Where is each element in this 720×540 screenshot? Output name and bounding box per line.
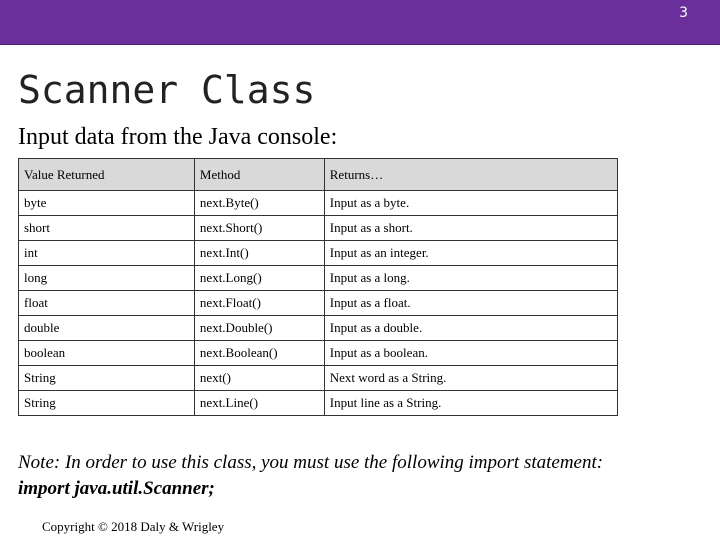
table-header-row	[19, 159, 618, 191]
import-note	[18, 450, 603, 502]
header-bar	[0, 0, 720, 45]
cell-returns: Input as a float.	[324, 291, 617, 316]
cell-returns: Next word as a String.	[324, 366, 617, 391]
cell-method: next.Double()	[194, 316, 324, 341]
cell-returns: Input as a double.	[324, 316, 617, 341]
cell-value-returned: short	[19, 216, 195, 241]
cell-method: next.Float()	[194, 291, 324, 316]
cell-returns: Input as an integer.	[324, 241, 617, 266]
cell-method: next.Long()	[194, 266, 324, 291]
scanner-methods-table	[18, 158, 618, 416]
header-method: Method	[194, 159, 324, 191]
table-row	[19, 191, 618, 216]
cell-value-returned: String	[19, 391, 195, 416]
import-statement: import java.util.Scanner;	[18, 478, 215, 499]
header-returns: Returns…	[324, 159, 617, 191]
cell-value-returned: float	[19, 291, 195, 316]
table-row	[19, 266, 618, 291]
cell-value-returned: int	[19, 241, 195, 266]
table-row	[19, 241, 618, 266]
cell-method: next.Short()	[194, 216, 324, 241]
cell-method: next.Byte()	[194, 191, 324, 216]
cell-returns: Input as a long.	[324, 266, 617, 291]
note-text: Note: In order to use this class, you must use the following import statement:	[18, 452, 604, 473]
cell-method: next()	[194, 366, 324, 391]
cell-method: next.Line()	[194, 391, 324, 416]
cell-returns: Input as a short.	[324, 216, 617, 241]
cell-returns: Input as a boolean.	[324, 341, 617, 366]
slide-title: Scanner Class	[18, 68, 316, 112]
copyright-notice: Copyright © 2018 Daly & Wrigley	[42, 519, 225, 534]
table-row	[19, 341, 618, 366]
table-row	[19, 366, 618, 391]
table-row	[19, 216, 618, 241]
table-row	[19, 291, 618, 316]
slide-subtitle: Input data from the Java console:	[18, 124, 338, 150]
cell-returns: Input as a byte.	[324, 191, 617, 216]
table-row	[19, 316, 618, 341]
table-row	[19, 391, 618, 416]
cell-value-returned: long	[19, 266, 195, 291]
slide-number: 3	[679, 5, 688, 21]
cell-value-returned: double	[19, 316, 195, 341]
cell-value-returned: byte	[19, 191, 195, 216]
header-value-returned: Value Returned	[19, 159, 195, 191]
cell-method: next.Int()	[194, 241, 324, 266]
cell-returns: Input line as a String.	[324, 391, 617, 416]
cell-method: next.Boolean()	[194, 341, 324, 366]
cell-value-returned: boolean	[19, 341, 195, 366]
cell-value-returned: String	[19, 366, 195, 391]
